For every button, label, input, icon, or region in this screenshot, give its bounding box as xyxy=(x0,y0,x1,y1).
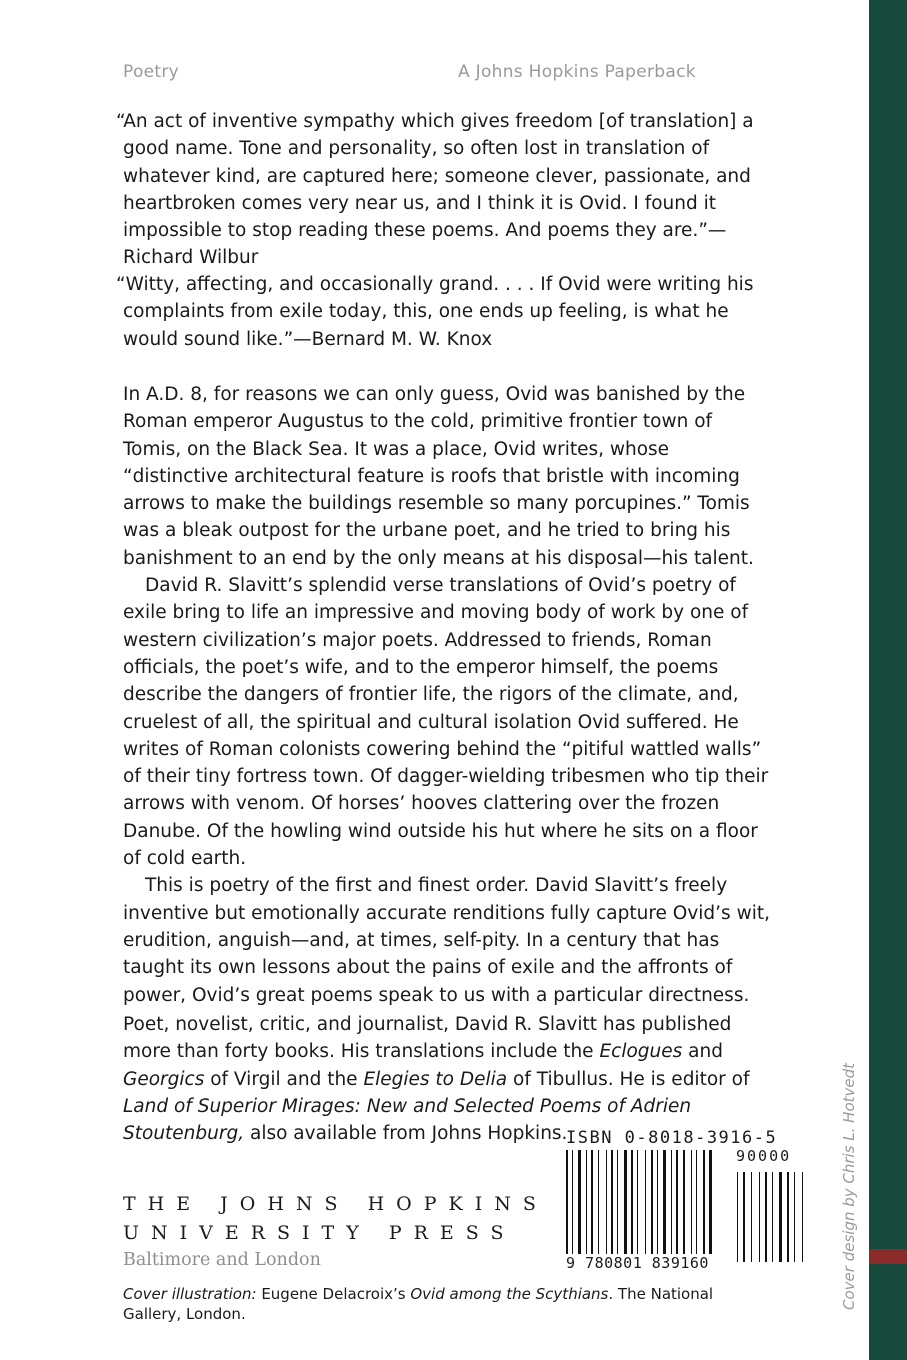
description-paragraph: In A.D. 8, for reasons we can only guess, Ovid was banished by the Roman emperor Augustus to the cold, primitive frontier town of Tomis, on the Black Sea. It was a place, Ovid writes, whose “distinctive architectural feature is roofs that bristle with incoming arrows to make the buildings resemble so many porcupines.” Tomis was a bleak outpost for the urbane poet, and he tried to bring his banishment to an end by the only means at his disposal—his talent. xyxy=(123,384,754,569)
description-paragraph: David R. Slavitt’s splendid verse translations of Ovid’s poetry of exile bring to life an impressive and moving body of work by one of western civilization’s major poets. Addressed to friends, Roman officials, the poet’s wife, and to the emperor himself, the poems describe the dangers of frontier life, the rigors of the climate, and, cruelest of all, the spiritual and cultural isolation Ovid suffered. He writes of Roman colonists cowering behind the “pitiful wattled walls” of their tiny fortress town. Of dagger-wielding tribesmen who tip their arrows with venom. Of horses’ hooves clattering over the frozen Danube. Of the howling wind outside his hut where he sits on a floor of cold earth. xyxy=(123,575,769,870)
barcode-number: 9 780801 839160 xyxy=(566,1254,709,1272)
blurb-wilbur xyxy=(116,108,773,272)
publisher-line-1: THE JOHNS HOPKINS xyxy=(123,1193,548,1215)
bio-paragraph: Poet, novelist, critic, and journalist, David R. Slavitt has published more than forty books. His translations include the Eclogues and Georgics of Virgil and the Elegies to Delia of Tibullus. He is editor of Land of Superior Mirages: New and Selected Poems of Adrien Stoutenburg, also available from Johns Hopkins. xyxy=(123,1014,750,1145)
spine-accent-mark xyxy=(869,1249,907,1264)
publisher-line-2: UNIVERSITY PRESS xyxy=(123,1222,516,1244)
category-label: Poetry xyxy=(123,62,180,82)
blurb-knox xyxy=(116,271,773,353)
barcode-addon-number: 90000 xyxy=(736,1147,792,1165)
description xyxy=(123,381,773,1009)
publisher-location: Baltimore and London xyxy=(123,1250,321,1270)
series-label: A Johns Hopkins Paperback xyxy=(458,62,696,82)
description-paragraph: This is poetry of the first and finest order. David Slavitt’s freely inventive but emotionally accurate renditions fully capture Ovid’s wit, erudition, anguish—and, at times, self-pity. In a century that has taught its own lessons about the pains of exile and the affronts of power, Ovid’s great poems speak to us with a particular directness. xyxy=(123,875,770,1006)
cover-illustration-caption: Cover illustration: Eugene Delacroix’s Ovid among the Scythians. The National Gallery, London. xyxy=(123,1285,714,1323)
barcode xyxy=(566,1150,806,1268)
spine-band xyxy=(869,0,907,1360)
cover-design-credit: Cover design by Chris L. Hotvedt xyxy=(840,1062,858,1310)
blurb-text: “An act of inventive sympathy which gives freedom [of translation] a good name. Tone and personality, so often lost in translation of whatever kind, are captured here; someone clever, passionate, and heartbroken comes very near us, and I think it is Ovid. I found it impossible to stop reading these poems. And poems they are.”—Richard Wilbur xyxy=(116,111,754,269)
author-bio xyxy=(123,1011,773,1147)
isbn-number: ISBN 0-8018-3916-5 xyxy=(566,1128,778,1148)
blurb-text: “Witty, affecting, and occasionally grand. . . . If Ovid were writing his complaints from exile today, this, one ends up feeling, is what he would sound like.”—Bernard M. W. Knox xyxy=(116,274,754,350)
publisher-imprint xyxy=(123,1190,548,1270)
